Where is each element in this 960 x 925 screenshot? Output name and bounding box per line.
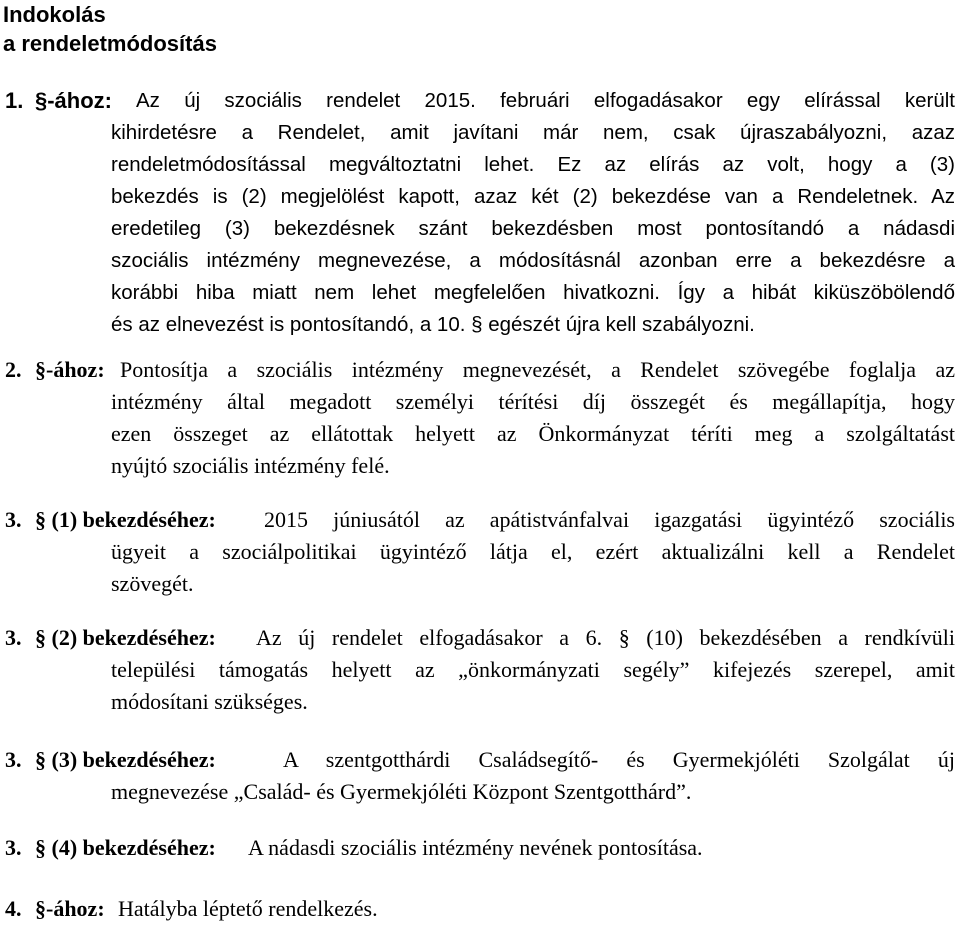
- text-line: szövegét.: [111, 571, 194, 596]
- paragraph-text: [111, 354, 955, 482]
- paragraph-text: [111, 622, 955, 718]
- paragraph-text: [111, 85, 955, 341]
- paragraph-text: [111, 832, 955, 864]
- text-line: és az elnevezést is pontosítandó, a 10. § egészét újra kell szabályozni.: [111, 313, 755, 336]
- paragraph-number: 2.: [5, 357, 22, 382]
- text-line: Az új rendelet elfogadásakor a 6. § (10) bekezdésében a rendkívüli: [256, 625, 955, 650]
- title-line-2: a rendeletmódosítás: [3, 31, 217, 56]
- paragraph-label: § (3) bekezdéséhez:: [35, 747, 216, 772]
- text-line: Pontosítja a szociális intézmény megnevezését, a Rendelet szövegébe foglalja az: [120, 357, 955, 382]
- text-line: módosítani szükséges.: [111, 689, 308, 714]
- title-line-1: Indokolás: [3, 2, 106, 27]
- paragraph-label: §-ához:: [35, 896, 105, 921]
- paragraph-number: 3.: [5, 747, 22, 772]
- paragraph-number: 3.: [5, 507, 22, 532]
- paragraph-text: [111, 744, 955, 808]
- text-line: kihirdetésre a Rendelet, amit javítani már nem, csak újraszabályozni, azaz: [111, 121, 955, 144]
- paragraph-label: § (1) bekezdéséhez:: [35, 507, 216, 532]
- document-title: [3, 0, 217, 58]
- paragraph-label: §-ához:: [35, 357, 105, 382]
- paragraph-text: [111, 893, 955, 925]
- paragraph-label: § (2) bekezdéséhez:: [35, 625, 216, 650]
- text-line: 2015 júniusától az apátistvánfalvai igazgatási ügyintéző szociális: [264, 507, 955, 532]
- paragraph-number: 3.: [5, 625, 22, 650]
- text-line: eredetileg (3) bekezdésnek szánt bekezdésben most pontosítandó a nádasdi: [111, 217, 955, 240]
- text-line: ügyeit a szociálpolitikai ügyintéző látja el, ezért aktualizálni kell a Rendelet: [111, 539, 955, 564]
- text-line: Az új szociális rendelet 2015. februári elfogadásakor egy elírással került: [136, 89, 955, 112]
- text-line: nyújtó szociális intézmény felé.: [111, 453, 390, 478]
- paragraph-label: § (4) bekezdéséhez:: [35, 835, 216, 860]
- paragraph-3-2: [0, 622, 960, 718]
- text-line: települési támogatás helyett az „önkormányzati segély” kifejezés szerepel, amit: [111, 657, 955, 682]
- paragraph-4: [0, 893, 960, 925]
- text-line: ezen összeget az ellátottak helyett az Önkormányzat téríti meg a szolgáltatást: [111, 421, 955, 446]
- text-line: intézmény által megadott személyi térítési díj összegét és megállapítja, hogy: [111, 389, 955, 414]
- paragraph-number: 4.: [5, 896, 22, 921]
- paragraph-3-3: [0, 744, 960, 808]
- paragraph-3-4: [0, 832, 960, 864]
- paragraph-2: [0, 354, 960, 482]
- paragraph-number: 1.: [5, 88, 24, 113]
- text-line: bekezdés is (2) megjelölést kapott, azaz két (2) bekezdése van a Rendeletnek. Az: [111, 185, 955, 208]
- paragraph-text: [111, 504, 955, 600]
- paragraph-1: [0, 85, 960, 341]
- text-line: A szentgotthárdi Családsegítő- és Gyermekjóléti Szolgálat új: [283, 747, 955, 772]
- text-line: megnevezése „Család- és Gyermekjóléti Központ Szentgotthárd”.: [111, 779, 692, 804]
- paragraph-label: §-ához:: [35, 88, 112, 113]
- text-line: rendeletmódosítással megváltoztatni lehet. Ez az elírás az volt, hogy a (3): [111, 153, 955, 176]
- text-line: szociális intézmény megnevezése, a módosításnál azonban erre a bekezdésre a: [111, 249, 955, 272]
- text-line: korábbi hiba miatt nem lehet megfelelően hivatkozni. Így a hibát kiküszöbölendő: [111, 281, 955, 304]
- text-line: Hatályba léptető rendelkezés.: [118, 896, 378, 921]
- paragraph-3-1: [0, 504, 960, 600]
- paragraph-number: 3.: [5, 835, 22, 860]
- text-line: A nádasdi szociális intézmény nevének pontosítása.: [248, 835, 703, 860]
